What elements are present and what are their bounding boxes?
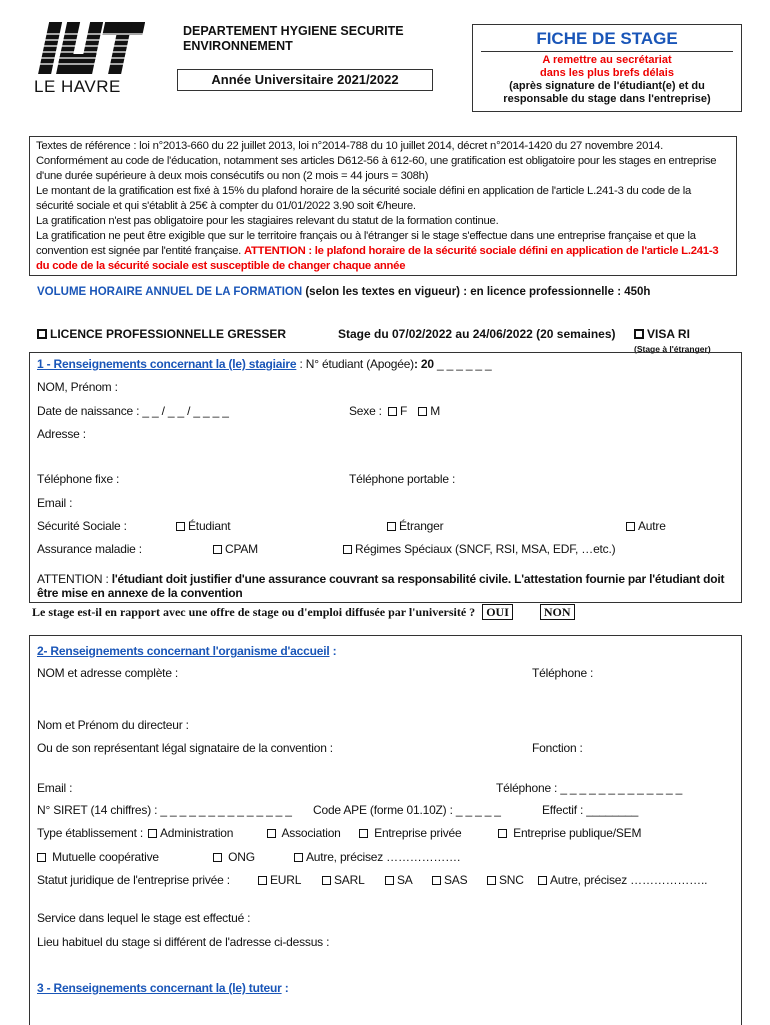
reference-attention: ATTENTION : le plafond horaire de la sécurité sociale défini en application de l'article L.241-3 du code de la sécurité sociale est susceptible de changer chaque année [36,245,719,272]
fonction-field[interactable]: Fonction : [532,741,583,755]
oui-option[interactable]: OUI [482,604,513,620]
regimes-speciaux-checkbox[interactable]: Régimes Spéciaux (SNCF, RSI, MSA, EDF, …etc.) [343,542,615,556]
iut-logo [30,18,145,100]
checkbox-f[interactable] [388,407,397,416]
assurance-label: Assurance maladie : [37,542,142,556]
reference-gratification-amount: Le montant de la gratification est fixé à 15% du plafond horaire de la sécurité sociale défini en application de l'article L.241-3 du code de la sécurité sociale et qui s'établit à 25€ à compter du 01/01/2022 3.90 soit €/heure. [36,185,692,212]
type-mutuelle-checkbox[interactable]: Mutuelle coopérative [37,850,159,864]
checkbox-m[interactable] [418,407,427,416]
type-ong-checkbox[interactable]: ONG [213,850,255,864]
checkbox-icon [343,545,352,554]
checkbox-icon [267,829,276,838]
type-administration-checkbox[interactable]: Administration [148,826,233,840]
section-2-header: 2- Renseignements concernant l'organisme d'accueil : [37,644,337,658]
statut-sa-checkbox[interactable]: SA [385,873,413,887]
checkbox-icon [258,876,267,885]
telephone-organisme-field[interactable]: Téléphone : [532,666,594,680]
checkbox-icon [322,876,331,885]
section-stagiaire [29,352,742,603]
secu-etranger-checkbox[interactable]: Étranger [387,519,443,533]
lieu-habituel-field[interactable]: Lieu habituel du stage si différent de l'adresse ci-dessus : [37,935,330,949]
stage-dates: Stage du 07/02/2022 au 24/06/2022 (20 semaines) [338,327,616,341]
reference-gratification-rule: Conformément au code de l'éducation, notamment ses articles D612-56 à 612-60, une gratification est obligatoire pour les stages en entreprise d'une durée supérieure à deux mois consécutifs ou non (2 mois = 44 jours = 308h) [36,155,717,182]
adresse-field[interactable]: Adresse : [37,427,86,441]
checkbox-icon [37,329,47,339]
section-2-title: 2- Renseignements concernant l'organisme d'accueil [37,644,330,658]
siret-field[interactable]: N° SIRET (14 chiffres) : _ _ _ _ _ _ _ _ _ _ _ _ _ _ [37,803,292,817]
fiche-instruction-red-1: A remettre au secrétariat [542,54,672,66]
type-autre-checkbox[interactable]: Autre, précisez ………………. [294,850,460,864]
checkbox-icon [213,853,222,862]
telephone-fixe-field[interactable]: Téléphone fixe : [37,472,120,486]
service-field[interactable]: Service dans lequel le stage est effectué : [37,911,251,925]
cpam-checkbox[interactable]: CPAM [213,542,258,556]
type-etablissement-label: Type établissement : [37,826,144,840]
attention-responsabilite: ATTENTION : l'étudiant doit justifier d'une assurance couvrant sa responsabilité civile. L'attestation fournie par l'étudiant doit être mise en annexe de la convention [37,572,725,600]
reference-continuing-education: La gratification n'est pas obligatoire pour les stagiaires relevant du statut de la formation continue. [36,215,499,227]
telephone-organisme-2-field[interactable]: Téléphone : _ _ _ _ _ _ _ _ _ _ _ _ _ [496,781,683,795]
checkbox-icon [432,876,441,885]
visa-ri-checkbox[interactable]: VISA RI [634,327,690,341]
date-naissance-field[interactable]: Date de naissance : _ _ / _ _ / _ _ _ _ [37,404,229,418]
email-organisme-field[interactable]: Email : [37,781,73,795]
type-association-checkbox[interactable]: Association [267,826,341,840]
statut-autre-checkbox[interactable]: Autre, précisez ……………….. [538,873,707,887]
securite-sociale-label: Sécurité Sociale : [37,519,127,533]
reference-texts: Textes de référence : loi n°2013-660 du 22 juillet 2013, loi n°2014-788 du 10 juillet 2014, décret n°2014-1420 du 27 novembre 2014. [36,140,664,152]
fiche-header-box [472,24,742,112]
code-ape-field[interactable]: Code APE (forme 01.10Z) : _ _ _ _ _ [313,803,501,817]
statut-snc-checkbox[interactable]: SNC [487,873,524,887]
secu-etudiant-checkbox[interactable]: Étudiant [176,519,230,533]
licence-checkbox[interactable]: LICENCE PROFESSIONNELLE GRESSER [37,327,286,341]
fiche-instruction-2: responsable du stage dans l'entreprise) [503,93,711,105]
fiche-instruction-red-2: dans les plus brefs délais [540,67,674,79]
sexe-field: Sexe : F M [349,404,441,418]
checkbox-icon [626,522,635,531]
secu-autre-checkbox[interactable]: Autre [626,519,666,533]
references-box [29,136,737,276]
representant-field[interactable]: Ou de son représentant légal signataire de la convention : [37,741,333,755]
fiche-title: FICHE DE STAGE [481,29,733,52]
statut-juridique-label: Statut juridique de l'entreprise privée : [37,873,230,887]
telephone-portable-field[interactable]: Téléphone portable : [349,472,456,486]
checkbox-icon [213,545,222,554]
checkbox-icon [294,853,303,862]
nom-adresse-field[interactable]: NOM et adresse complète : [37,666,179,680]
section-1-title: 1 - Renseignements concernant la (le) stagiaire [37,357,297,371]
nom-prenom-field[interactable]: NOM, Prénom : [37,380,118,394]
section-organisme [29,635,742,1025]
type-entreprise-publique-checkbox[interactable]: Entreprise publique/SEM [498,826,641,840]
checkbox-icon [148,829,157,838]
directeur-field[interactable]: Nom et Prénom du directeur : [37,718,189,732]
section-3-title: 3 - Renseignements concernant la (le) tuteur [37,981,282,995]
logo-city: LE HAVRE [34,77,121,96]
offre-question: Le stage est-il en rapport avec une offre de stage ou d'emploi diffusée par l'université ? OUI NON [32,605,575,620]
visa-note: (Stage à l'étranger) [634,344,711,354]
statut-sarl-checkbox[interactable]: SARL [322,873,365,887]
section-1-header: 1 - Renseignements concernant la (le) stagiaire : N° étudiant (Apogée): 20 _ _ _ _ _ _ [37,357,492,371]
statut-eurl-checkbox[interactable]: EURL [258,873,301,887]
section-3-header: 3 - Renseignements concernant la (le) tuteur : [37,981,289,995]
checkbox-icon [634,329,644,339]
academic-year: Année Universitaire 2021/2022 [177,69,433,91]
checkbox-icon [385,876,394,885]
checkbox-icon [359,829,368,838]
type-entreprise-privee-checkbox[interactable]: Entreprise privée [359,826,461,840]
non-option[interactable]: NON [540,604,575,620]
checkbox-icon [487,876,496,885]
checkbox-icon [387,522,396,531]
volume-horaire: VOLUME HORAIRE ANNUEL DE LA FORMATION (selon les textes en vigueur) : en licence professionnelle : 450h [37,286,651,298]
checkbox-icon [176,522,185,531]
checkbox-icon [37,853,46,862]
checkbox-icon [498,829,507,838]
effectif-field[interactable]: Effectif : ________ [542,803,639,817]
reference-territory: La gratification ne peut être exigible que sur le territoire français ou à l'étranger si le stage s'effectue dans une entreprise française et que la convention est signée par l'entité française. ATTENTION : le plafond horaire de la sécurité sociale défini en application de l'article L.241-3 du code de la sécurité sociale est susceptible de changer chaque année [36,230,719,272]
email-field[interactable]: Email : [37,496,73,510]
department-title: DEPARTEMENT HYGIENE SECURITE ENVIRONNEMENT [183,24,404,53]
statut-sas-checkbox[interactable]: SAS [432,873,467,887]
checkbox-icon [538,876,547,885]
fiche-instruction-1: (après signature de l'étudiant(e) et du [509,80,705,92]
